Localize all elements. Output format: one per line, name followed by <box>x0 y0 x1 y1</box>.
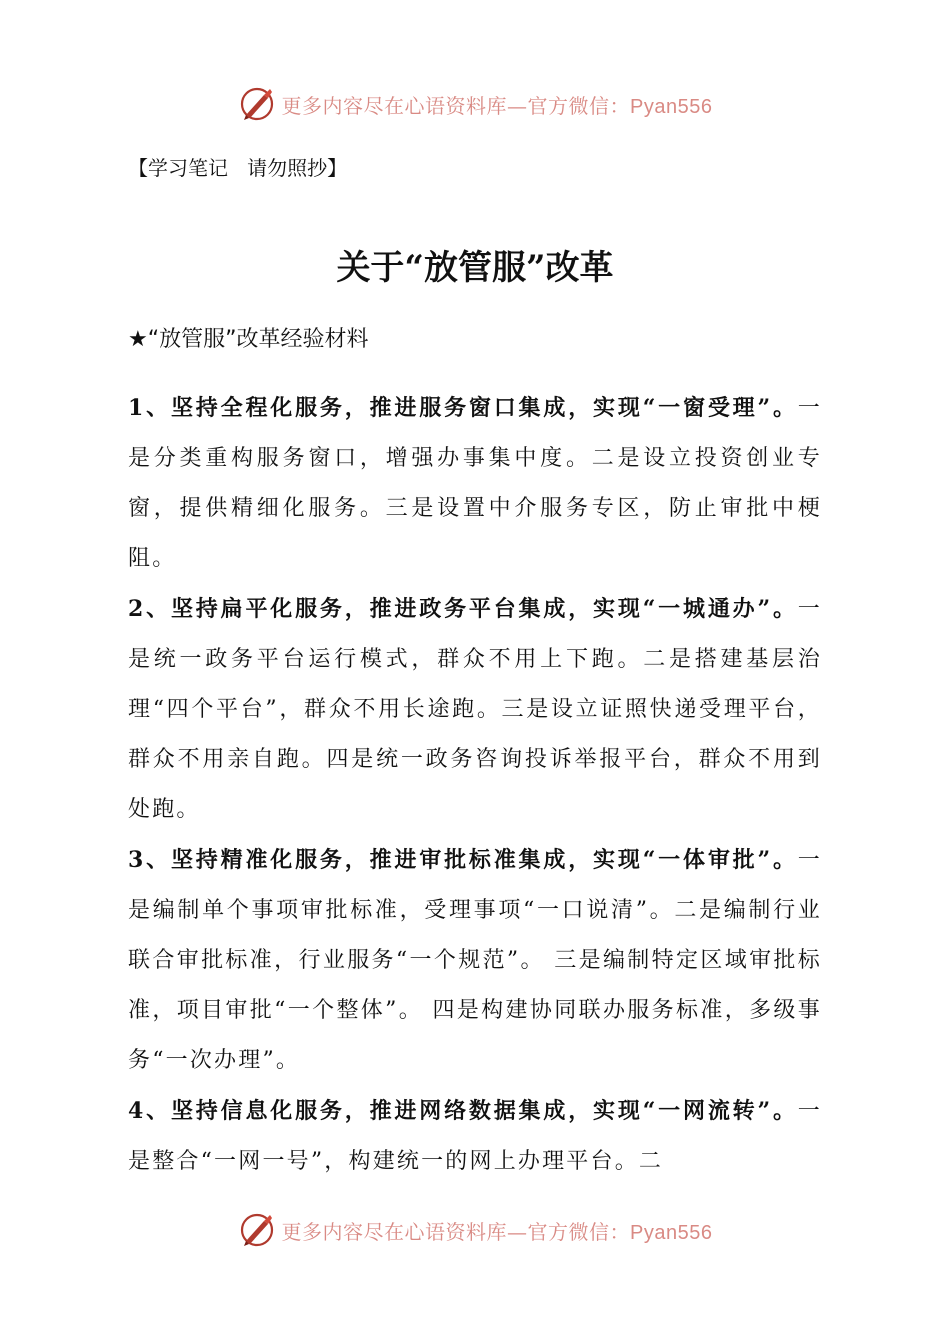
paragraph-lead: 1、坚持全程化服务，推进服务窗口集成，实现“一窗受理”。 <box>128 395 798 421</box>
footer-watermark-banner <box>0 1208 950 1252</box>
paragraph-3 <box>128 835 822 1086</box>
paragraph-text: 一是整合“一网一号”，构建统一的网上办理平台。二 <box>128 1099 822 1174</box>
header-watermark-banner <box>0 82 950 126</box>
paragraph-lead: 4、坚持信息化服务，推进网络数据集成，实现“一网流转”。 <box>128 1098 798 1124</box>
pen-logo-icon <box>238 1211 276 1249</box>
document-title: 关于“放管服”改革 <box>336 248 614 288</box>
pen-logo-icon <box>238 85 276 123</box>
study-note-label: 【学习笔记 请勿照抄】 <box>128 156 348 180</box>
watermark-text: 更多内容尽在心语资料库—官方微信：Pyan556 <box>281 1219 713 1244</box>
document-body <box>128 383 822 1187</box>
wechat-id: Pyan556 <box>630 95 713 118</box>
paragraph-4 <box>128 1086 822 1187</box>
watermark-text: 更多内容尽在心语资料库—官方微信：Pyan556 <box>281 93 713 118</box>
paragraph-text: 一是分类重构服务窗口，增强办事集中度。二是设立投资创业专窗，提供精细化服务。三是设置中介服务专区，防止审批中梗阻。 <box>128 396 822 571</box>
section-subtitle: ★“放管服”改革经验材料 <box>128 327 369 352</box>
paragraph-2 <box>128 584 822 835</box>
wechat-id: Pyan556 <box>630 1221 713 1244</box>
paragraph-lead: 3、坚持精准化服务，推进审批标准集成，实现“一体审批”。 <box>128 847 798 873</box>
paragraph-1 <box>128 383 822 584</box>
paragraph-text: 一是编制单个事项审批标准，受理事项“一口说清”。二是编制行业联合审批标准，行业服务“一个规范”。 三是编制特定区域审批标准，项目审批“一个整体”。 四是构建协同联办服务标准，多级事务“一次办理”。 <box>128 848 822 1073</box>
paragraph-text: 一是统一政务平台运行模式，群众不用上下跑。二是搭建基层治理“四个平台”，群众不用长途跑。三是设立证照快递受理平台，群众不用亲自跑。四是统一政务咨询投诉举报平台，群众不用到处跑。 <box>128 597 822 822</box>
paragraph-lead: 2、坚持扁平化服务，推进政务平台集成，实现“一城通办”。 <box>128 596 798 622</box>
